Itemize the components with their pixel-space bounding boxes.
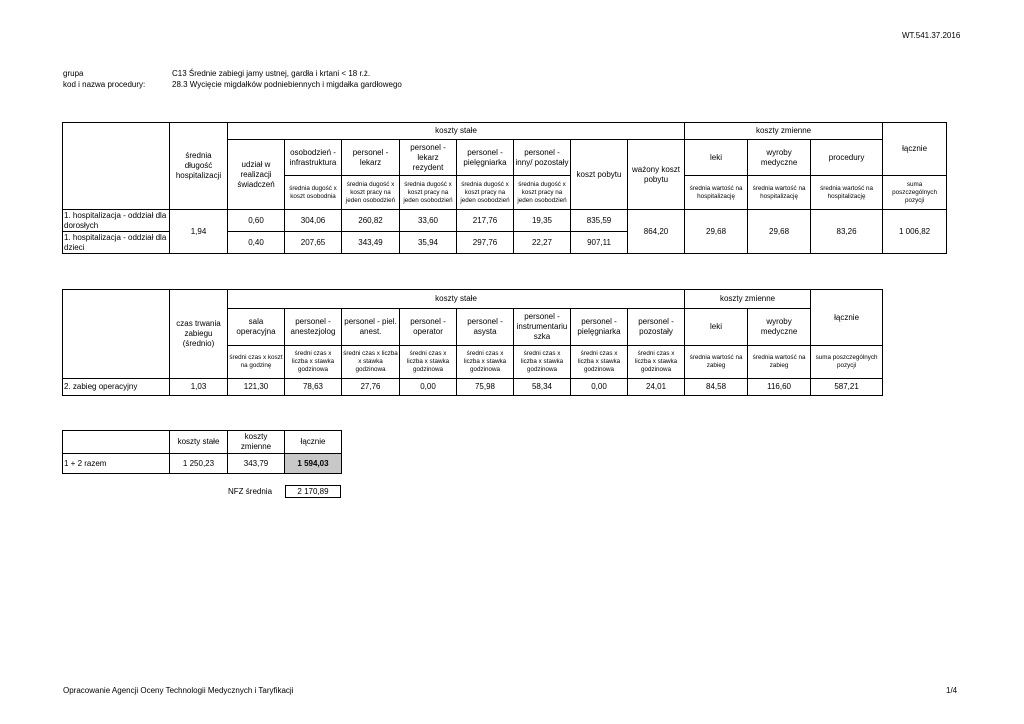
header-resident: personel - lekarz rezydent bbox=[400, 140, 457, 176]
sub-drugs: średnia wartość na hospitalizację bbox=[685, 176, 748, 210]
header-devices: wyroby medyczne bbox=[748, 309, 811, 346]
sub-other: średni czas x liczba x stawka godzinowa bbox=[628, 346, 685, 379]
header-fixed-costs: koszty stałe bbox=[228, 123, 685, 140]
header-duration: czas trwania zabiegu (średnio) bbox=[170, 290, 228, 379]
row-name-sum: 1 + 2 razem bbox=[63, 454, 170, 474]
stay-adults: 835,59 bbox=[571, 210, 628, 232]
instr-value: 58,34 bbox=[514, 379, 571, 396]
header-other: personel - inny/ pozostały bbox=[514, 140, 571, 176]
header-procedures: procedury bbox=[811, 140, 883, 176]
header-nurse-anest: personel - piel. anest. bbox=[342, 309, 400, 346]
fixed-sum-value: 1 250,23 bbox=[170, 454, 228, 474]
document-code: WT.541.37.2016 bbox=[902, 31, 961, 40]
nfz-label: NFZ średnia bbox=[228, 487, 273, 496]
header-stay-cost: koszt pobytu bbox=[571, 140, 628, 210]
operator-value: 0,00 bbox=[400, 379, 457, 396]
group-value: C13 Średnie zabiegi jamy ustnej, gardła i krtani < 18 r.ż. bbox=[172, 69, 371, 78]
sub-doctor: średnia dugość x koszt pracy na jeden osobodzień bbox=[342, 176, 400, 210]
corner-cell bbox=[63, 123, 170, 210]
header-nurse: personel - pielęgniarka bbox=[457, 140, 514, 176]
sub-other: średnia dugość x koszt pracy na jeden osobodzień bbox=[514, 176, 571, 210]
drugs-value: 84,58 bbox=[685, 379, 748, 396]
anest-value: 78,63 bbox=[285, 379, 342, 396]
header-doctor: personel - lekarz bbox=[342, 140, 400, 176]
header-fixed-costs: koszty stałe bbox=[170, 431, 228, 454]
duration-value: 1,03 bbox=[170, 379, 228, 396]
header-infra: osobodzień - infrastruktura bbox=[285, 140, 342, 176]
resident-children: 35,94 bbox=[400, 232, 457, 254]
resident-adults: 33,60 bbox=[400, 210, 457, 232]
header-fixed-costs: koszty stałe bbox=[228, 290, 685, 309]
drugs-value: 29,68 bbox=[685, 210, 748, 254]
other-value: 24,01 bbox=[628, 379, 685, 396]
header-assist: personel - asysta bbox=[457, 309, 514, 346]
surgery-table bbox=[62, 289, 947, 396]
sub-nurse: średnia dugość x koszt pracy na jeden osobodzień bbox=[457, 176, 514, 210]
other-children: 22,27 bbox=[514, 232, 571, 254]
sub-assist: średni czas x liczba x stawka godzinowa bbox=[457, 346, 514, 379]
row-name-children: 1. hospitalizacja - oddział dla dzieci bbox=[63, 232, 170, 254]
header-instr: personel - instrumentariu szka bbox=[514, 309, 571, 346]
sub-operator: średni czas x liczba x stawka godzinowa bbox=[400, 346, 457, 379]
doctor-children: 343,49 bbox=[342, 232, 400, 254]
header-total: łącznie bbox=[285, 431, 342, 454]
sub-procedures: średnia wartość na hospitalizację bbox=[811, 176, 883, 210]
header-total: łącznie bbox=[811, 290, 883, 346]
header-avg-stay: średnia długość hospitalizacji bbox=[170, 123, 228, 210]
procedure-label: kod i nazwa procedury: bbox=[63, 80, 146, 89]
stay-children: 907,11 bbox=[571, 232, 628, 254]
header-room: sala operacyjna bbox=[228, 309, 285, 346]
corner-cell bbox=[63, 290, 170, 379]
nurse-children: 297,76 bbox=[457, 232, 514, 254]
sub-devices: średnia wartość na zabieg bbox=[748, 346, 811, 379]
row-name-adults: 1. hospitalizacja - oddział dla dorosłych bbox=[63, 210, 170, 232]
header-anest: personel - anestezjolog bbox=[285, 309, 342, 346]
sub-total: suma poszczególnych pozycji bbox=[883, 176, 947, 210]
nurse-adults: 217,76 bbox=[457, 210, 514, 232]
total-value: 587,21 bbox=[811, 379, 883, 396]
sub-drugs: średnia wartość na zabieg bbox=[685, 346, 748, 379]
header-devices: wyroby medyczne bbox=[748, 140, 811, 176]
header-share: udział w realizacji świadczeń bbox=[228, 140, 285, 210]
assist-value: 75,98 bbox=[457, 379, 514, 396]
header-operator: personel - operator bbox=[400, 309, 457, 346]
avg-stay-value: 1,94 bbox=[170, 210, 228, 254]
hospitalization-table bbox=[62, 122, 947, 254]
sub-devices: średnia wartość na hospitalizację bbox=[748, 176, 811, 210]
header-drugs: leki bbox=[685, 309, 748, 346]
sub-nurse-anest: średni czas x liczba x stawka godzinowa bbox=[342, 346, 400, 379]
corner-cell bbox=[63, 431, 170, 454]
procedures-value: 83,26 bbox=[811, 210, 883, 254]
devices-value: 29,68 bbox=[748, 210, 811, 254]
sub-instr: średni czas x liczba x stawka godzinowa bbox=[514, 346, 571, 379]
header-variable-costs: koszty zmienne bbox=[685, 123, 883, 140]
sub-nurse: średni czas x liczba x stawka godzinowa bbox=[571, 346, 628, 379]
header-drugs: leki bbox=[685, 140, 748, 176]
share-adults: 0,60 bbox=[228, 210, 285, 232]
footer-organization: Opracowanie Agencji Oceny Technologii Medycznych i Taryfikacji bbox=[63, 686, 294, 695]
summary-table bbox=[62, 430, 342, 474]
sub-infra: średnia dugość x koszt osobodnia bbox=[285, 176, 342, 210]
header-total: łącznie bbox=[883, 123, 947, 176]
page-number: 1/4 bbox=[946, 686, 958, 695]
share-children: 0,40 bbox=[228, 232, 285, 254]
total-value: 1 006,82 bbox=[883, 210, 947, 254]
procedure-value: 28.3 Wycięcie migdałków podniebiennych i migdałka gardłowego bbox=[172, 80, 402, 89]
grand-total-value: 1 594,03 bbox=[285, 454, 342, 474]
sub-anest: średni czas x liczba x stawka godzinowa bbox=[285, 346, 342, 379]
weighted-value: 864,20 bbox=[628, 210, 685, 254]
sub-room: średni czas x koszt na godzinę bbox=[228, 346, 285, 379]
empty-cell bbox=[883, 290, 947, 396]
doctor-adults: 260,82 bbox=[342, 210, 400, 232]
infra-children: 207,65 bbox=[285, 232, 342, 254]
sub-total: suma poszczególnych pozycji bbox=[811, 346, 883, 379]
header-variable-costs: koszty zmienne bbox=[228, 431, 285, 454]
nfz-value: 2 170,89 bbox=[285, 485, 341, 498]
room-value: 121,30 bbox=[228, 379, 285, 396]
row-name-surgery: 2. zabieg operacyjny bbox=[63, 379, 170, 396]
infra-adults: 304,06 bbox=[285, 210, 342, 232]
devices-value: 116,60 bbox=[748, 379, 811, 396]
header-other: personel - pozostały bbox=[628, 309, 685, 346]
header-weighted: ważony koszt pobytu bbox=[628, 140, 685, 210]
nurse-anest-value: 27,76 bbox=[342, 379, 400, 396]
nurse-value: 0,00 bbox=[571, 379, 628, 396]
header-variable-costs: koszty zmienne bbox=[685, 290, 811, 309]
header-nurse: personel - pielęgniarka bbox=[571, 309, 628, 346]
variable-sum-value: 343,79 bbox=[228, 454, 285, 474]
other-adults: 19,35 bbox=[514, 210, 571, 232]
group-label: grupa bbox=[63, 69, 84, 78]
sub-resident: średnia dugość x koszt pracy na jeden osobodzień bbox=[400, 176, 457, 210]
